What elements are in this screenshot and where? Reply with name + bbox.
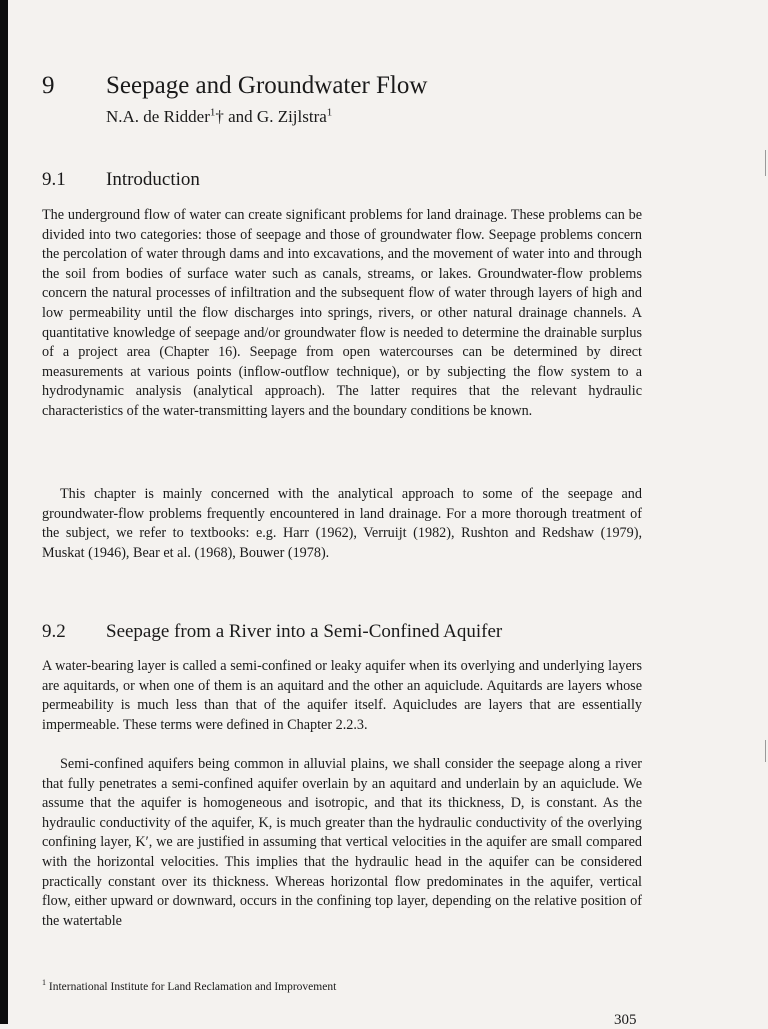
footnote-text: International Institute for Land Reclamation and Improvement [48,980,337,993]
author-affiliation-mark: 1 [326,106,333,119]
body-paragraph: A water-bearing layer is called a semi-confined or leaky aquifer when its overlying and underlying layers are aquitards, or when one of them is an aquitard and the other an aquiclude. Aquitards are layers whose permeability is much less than that of the aquifer itself. Aquicludes are layers that are essentially impermeable. These terms were defined in Chapter 2.2.3. [42,658,642,733]
footnote-mark: 1 [42,978,46,987]
chapter-number: 9 [42,72,55,99]
author-first: N.A. de Ridder [106,107,210,126]
section-title: Seepage from a River into a Semi-Confined Aquifer [106,621,503,642]
author-second: and G. Zijlstra [223,107,327,126]
section-title: Introduction [106,169,200,190]
chapter-authors [106,106,332,128]
scan-edge-mark [765,740,766,762]
author-affiliation-mark: 1 [209,106,216,119]
scan-edge-mark [765,150,766,176]
section-number: 9.1 [42,169,66,190]
section-number: 9.2 [42,621,66,642]
footnote [42,976,642,994]
body-paragraph: This chapter is mainly concerned with the analytical approach to some of the seepage and groundwater-flow problems frequently encountered in land drainage. For a more thorough treatment of the subject, we refer to textbooks: e.g. Harr (1962), Verruijt (1982), Rushton and Redshaw (1979), Muskat (1946), Bear et al. (1968), Bouwer (1978). [42,486,642,561]
body-paragraph: Semi-confined aquifers being common in alluvial plains, we shall consider the seepage along a river that fully penetrates a semi-confined aquifer overlain by an aquitard and underlain by an aquiclude. We assume that the aquifer is homogeneous and isotropic, and that its thickness, D, is constant. As the hydraulic conductivity of the aquifer, K, is much greater than the hydraulic conductivity of the overlying confining layer, K′, we are justified in assuming that vertical velocities in the aquifer are small compared with the horizontal velocities. This implies that the hydraulic head in the aquifer can be considered practically constant over its thickness. Whereas horizontal flow predominates in the aquifer, vertical flow, either upward or downward, occurs in the confining top layer, depending on the relative position of the watertable [42,756,642,929]
author-dagger-mark: † [215,107,224,126]
chapter-title: Seepage and Groundwater Flow [106,72,428,99]
page-number: 305 [614,1012,637,1028]
body-paragraph: The underground flow of water can create significant problems for land drainage. These problems can be divided into two categories: those of seepage and those of groundwater flow. Seepage problems concern the percolation of water through dams and into excavations, and the movement of water into and through the soil from bodies of surface water such as canals, streams, or lakes. Groundwater-flow problems concern the natural processes of infiltration and the subsequent flow of water through layers of high and low permeability until the flow discharges into springs, rivers, or other natural drainage channels. A quantitative knowledge of seepage and/or groundwater flow is needed to determine the drainable surplus of a project area (Chapter 16). Seepage from open watercourses can be determined by direct measurements at various points (inflow-outflow technique), or by subjecting the flow system to a hydrodynamic analysis (analytical approach). The latter requires that the relevant hydraulic characteristics of the water-transmitting layers and the boundary conditions be known. [42,207,642,419]
scan-binding-edge [0,0,8,1024]
